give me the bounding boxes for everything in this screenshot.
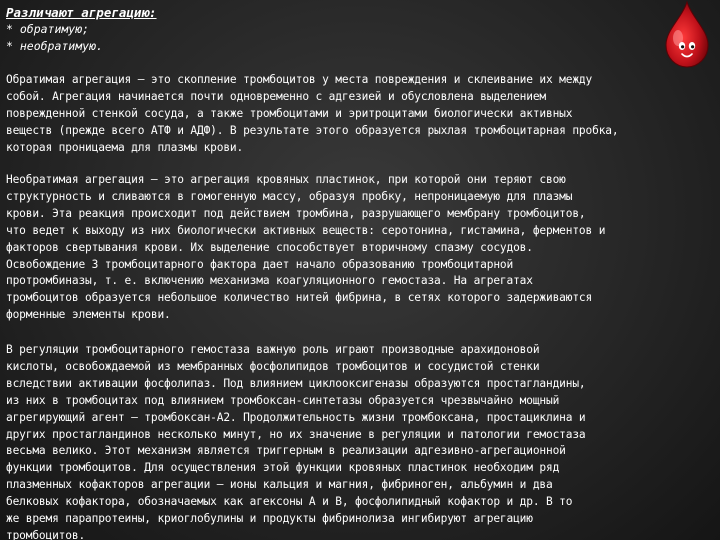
text-line: структурность и сливаются в гомогенную массу, образуя пробку, непроницаемую для плазмы xyxy=(6,189,573,203)
text-line: тромбоцитов. xyxy=(6,528,86,540)
text-line: В регуляции тромбоцитарного гемостаза важную роль играют производные арахидоновой xyxy=(6,343,540,356)
text-line: вследствии активации фосфолипаз. Под влиянием циклооксигеназы образуются простагландины, xyxy=(6,376,586,390)
paragraph-irreversible-aggregation xyxy=(6,172,714,324)
text-line: поврежденной стенкой сосуда, а также тромбоцитами и эритроцитами биологически активных xyxy=(6,106,573,120)
heading-block xyxy=(6,4,566,55)
text-line: которая проницаема для плазмы крови. xyxy=(6,140,244,154)
text-line: что ведет к выходу из них биологически активных веществ: серотонина, гистамина, ферментов и xyxy=(6,223,606,237)
text-line: плазменных кофакторов агрегации – ионы кальция и магния, фибриноген, альбумин и два xyxy=(6,478,553,492)
text-line: факторов свертывания крови. Их выделение способствует вторичному спазму сосудов. xyxy=(6,240,533,254)
text-line: других простагландинов несколько минут, но их значение в регуляции и патологии гемостаза xyxy=(6,427,586,441)
text-line: Освобождение 3 тромбоцитарного фактора дает начало образованию тромбоцитарной xyxy=(6,257,514,271)
text-line: же время парапротеины, криоглобулины и продукты фибринолиза ингибируют агрегацию xyxy=(6,512,533,526)
text-line: протромбиназы, т. е. включению механизма коагуляционного гемостаза. На агрегатах xyxy=(6,274,533,288)
text-line: кислоты, освобождаемой из мембранных фосфолипидов тромбоцитов и сосудистой стенки xyxy=(6,359,540,373)
list-item-irreversible: * необратимую. xyxy=(6,39,103,53)
text-line: функции тромбоцитов. Для осуществления этой функции кровяных пластинок необходим ряд xyxy=(6,461,560,475)
list-item-reversible: * обратимую; xyxy=(6,22,90,36)
text-line: тромбоцитов образуется небольшое количество нитей фибрина, в сетях которого задерживаются xyxy=(6,291,593,305)
text-line: Обратимая агрегация – это скопление тромбоцитов у места повреждения и склеивание их между xyxy=(6,73,593,86)
text-line: весьма велико. Этот механизм является триггерным в реализации адгезивно-агрегационной xyxy=(6,444,566,458)
heading-title: Различают агрегацию: xyxy=(6,5,157,20)
paragraph-regulation xyxy=(6,342,714,540)
text-line: форменные элементы крови. xyxy=(6,308,171,322)
text-line: веществ (прежде всего АТФ и АДФ). В результате этого образуется рыхлая тромбоцитарная пробка, xyxy=(6,123,619,137)
text-line: собой. Агрегация начинается почти одновременно с адгезией и обусловлена выделением xyxy=(6,89,547,103)
blood-drop-mascot-icon xyxy=(658,0,716,70)
text-line: крови. Эта реакция происходит под действием тромбина, разрушающего мембрану тромбоцитов, xyxy=(6,206,586,220)
paragraph-reversible-aggregation xyxy=(6,72,714,157)
heading-list xyxy=(6,21,566,55)
text-line: белковых кофактора, обозначаемых как агексоны А и В, фосфолипидный кофактор и др. В то xyxy=(6,495,573,509)
text-line: из них в тромбоцитах под влиянием тромбоксан-синтетазы образуется чрезвычайно мощный xyxy=(6,393,560,407)
text-line: Необратимая агрегация – это агрегация кровяных пластинок, при которой они теряют свою xyxy=(6,173,566,186)
text-line: агрегирующий агент – тромбоксан-А2. Продолжительность жизни тромбоксана, простациклина и xyxy=(6,410,586,424)
